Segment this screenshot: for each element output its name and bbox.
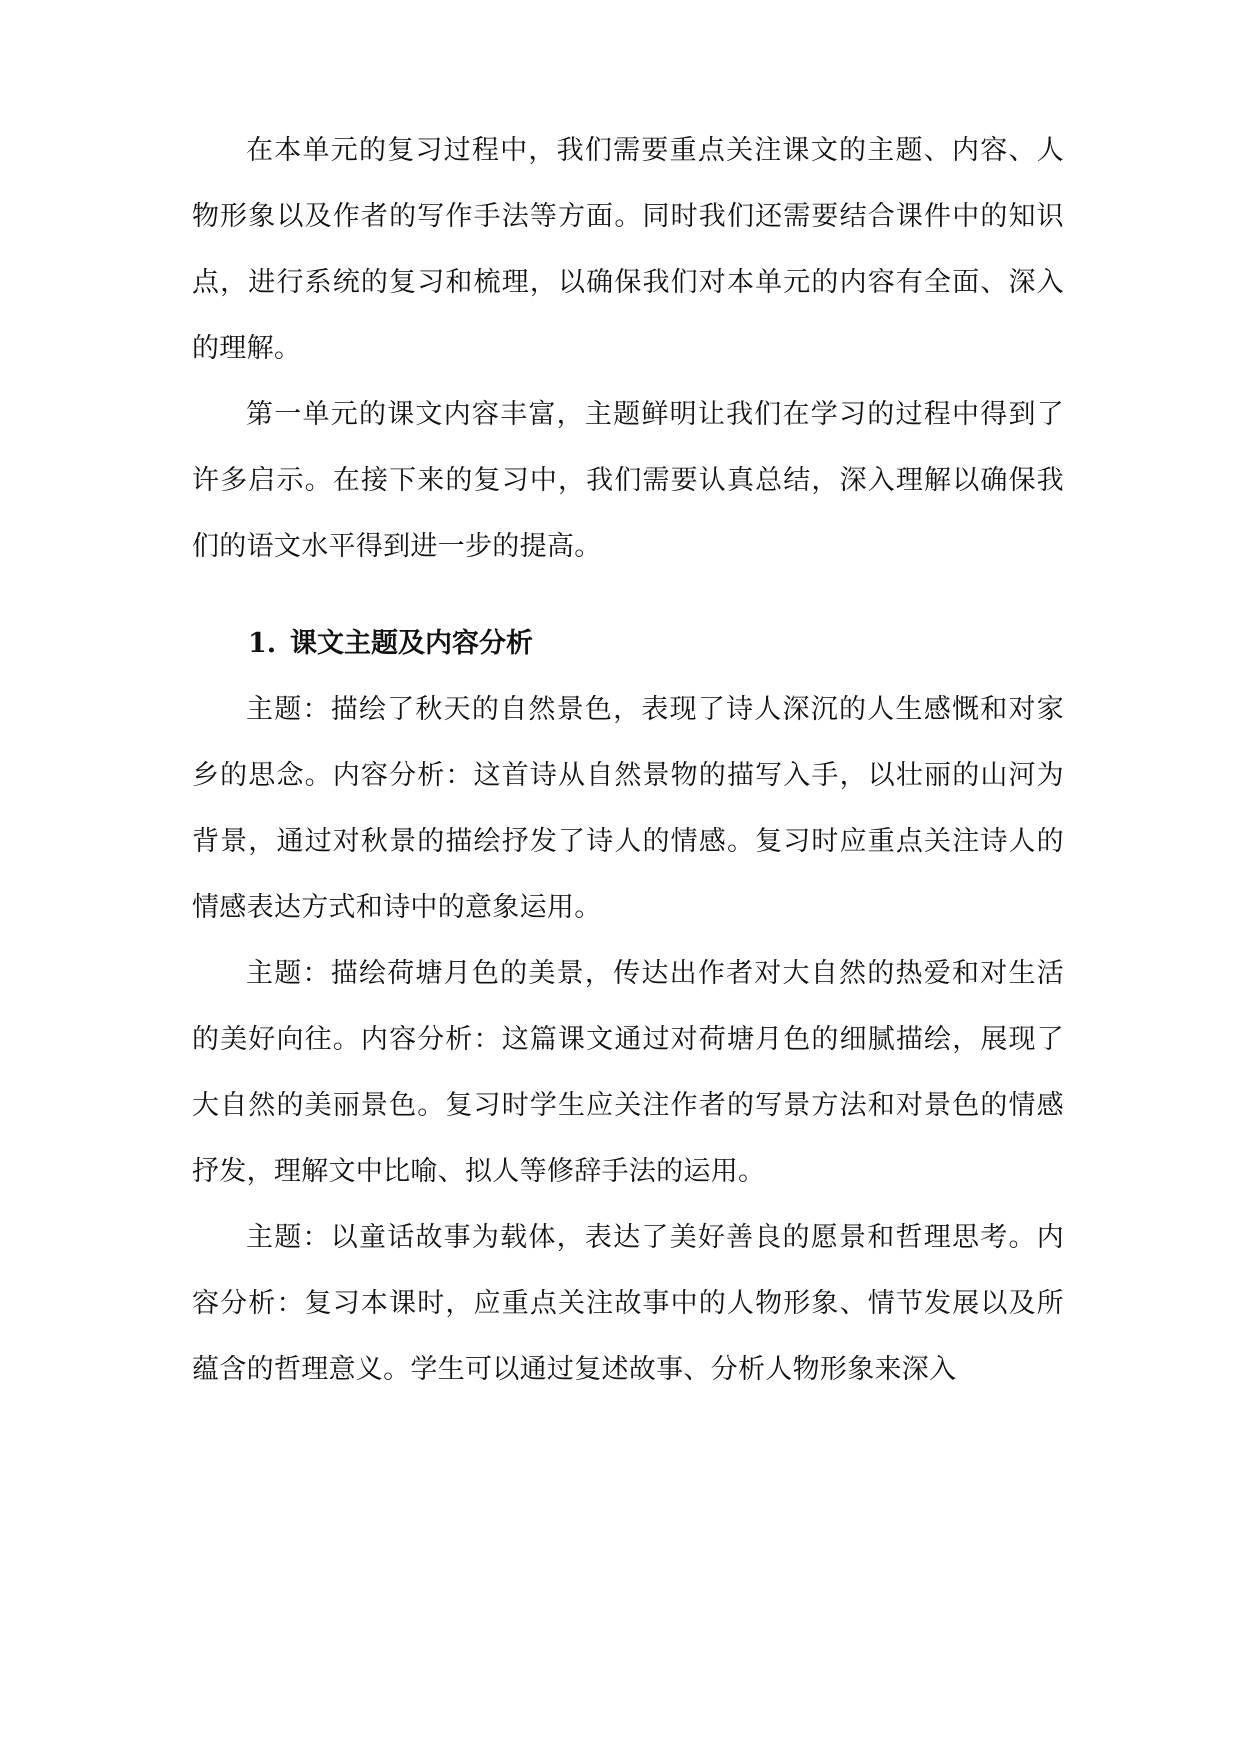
paragraph-unit-summary: 第一单元的课文内容丰富，主题鲜明让我们在学习的过程中得到了许多启示。在接下来的复习中，我们需要认真总结，深入理解以确保我们的语文水平得到进一步的提高。 [192,399,1064,562]
section-number: 1. [248,628,277,659]
document-page [192,118,1064,1403]
paragraph-review-focus: 在本单元的复习过程中，我们需要重点关注课文的主题、内容、人物形象以及作者的写作手法等方面。同时我们还需要结合课件中的知识点，进行系统的复习和梳理，以确保我们对本单元的内容有全面、深入的理解。 [192,135,1064,364]
paragraph-autumn-poem: 主题：描绘了秋天的自然景色，表现了诗人深沉的人生感慨和对家乡的思念。内容分析：这首诗从自然景物的描写入手，以壮丽的山河为背景，通过对秋景的描绘抒发了诗人的情感。复习时应重点关注诗人的情感表达方式和诗中的意象运用。 [192,694,1064,923]
paragraph-fairy-tale: 主题：以童话故事为载体，表达了美好善良的愿景和哲理思考。内容分析：复习本课时，应重点关注故事中的人物形象、情节发展以及所蕴含的哲理意义。学生可以通过复述故事、分析人物形象来深入 [192,1222,1064,1385]
paragraph-lotus-moonlight: 主题：描绘荷塘月色的美景，传达出作者对大自然的热爱和对生活的美好向往。内容分析：这篇课文通过对荷塘月色的细腻描绘，展现了大自然的美丽景色。复习时学生应关注作者的写景方法和对景色的情感抒发，理解文中比喻、拟人等修辞手法的运用。 [192,958,1064,1187]
section-title: 课文主题及内容分析 [290,628,533,659]
section-heading [192,611,1064,677]
